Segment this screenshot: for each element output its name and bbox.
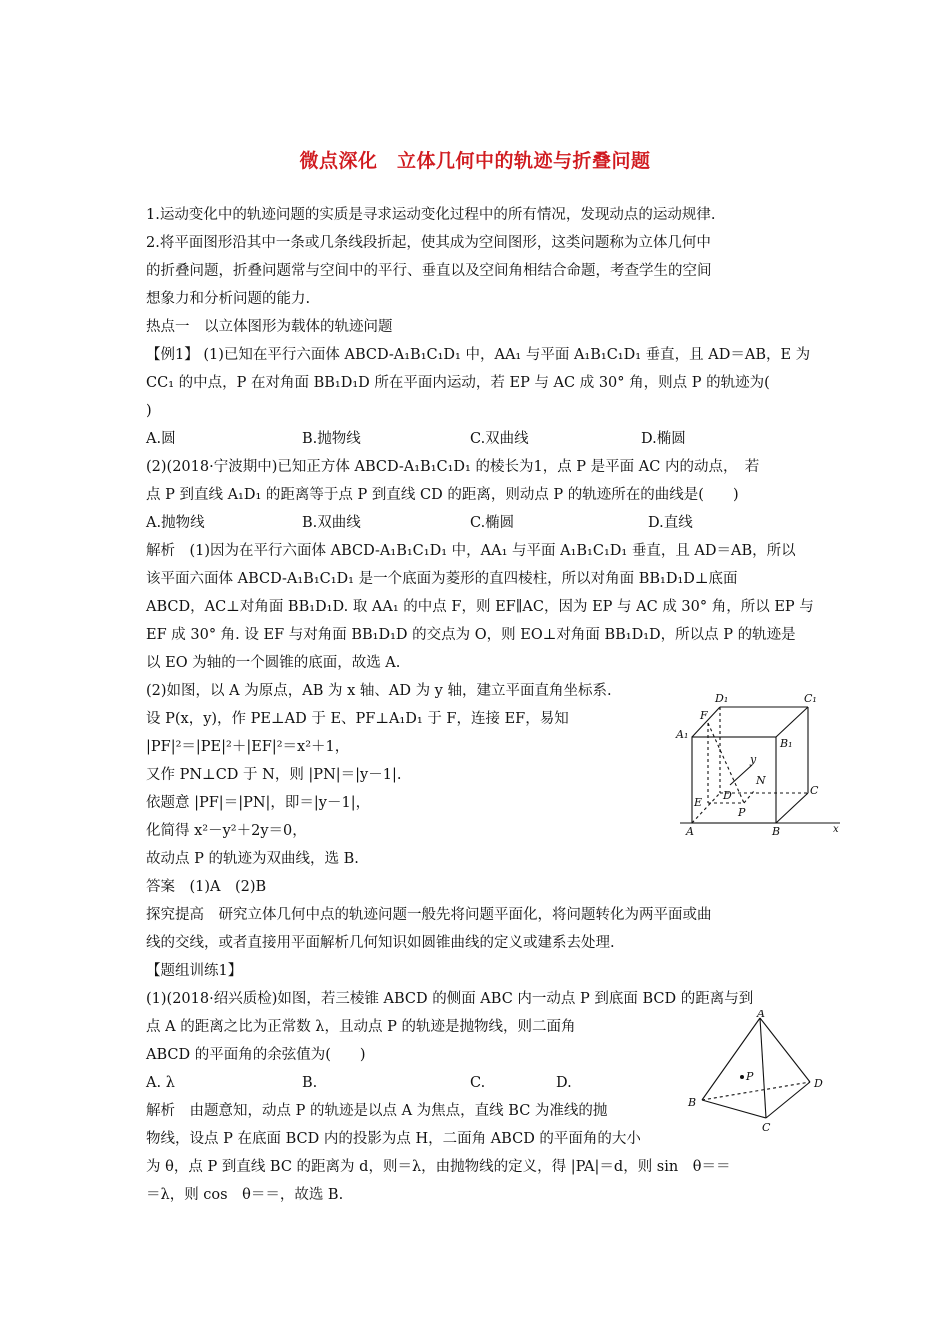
- q1-choice-c: C.双曲线: [470, 431, 529, 447]
- edge-b-c: [702, 1100, 766, 1118]
- edge-a-c: [760, 1018, 766, 1118]
- edge-b-d: [702, 1082, 810, 1100]
- label-p: P: [738, 806, 746, 819]
- intro-line-3: 的折叠问题，折叠问题常与空间中的平行、垂直以及空间角相结合命题，考查学生的空间: [146, 263, 712, 279]
- label-x: x: [833, 824, 839, 835]
- explore-line-1: 探究提高 研究立体几何中点的轨迹问题一般先将问题平面化，将问题转化为两平面或曲: [146, 907, 712, 923]
- q2-choice-c: C.椭圆: [470, 515, 515, 531]
- point-p: [740, 1075, 744, 1079]
- edge-c-d: [766, 1082, 810, 1118]
- label-a: A: [686, 825, 694, 838]
- label-b1: B₁: [780, 737, 793, 750]
- practice-solution-line-4: ＝λ，则 cos θ＝＝，故选 B.: [146, 1187, 344, 1203]
- example1-line-3: ): [146, 403, 152, 419]
- q2-choice-b: B.双曲线: [302, 515, 361, 531]
- tetra-label-p: P: [746, 1070, 754, 1083]
- solution2-line-3: |PF|²＝|PE|²＋|EF|²＝x²＋1，: [146, 739, 350, 755]
- edge-b-c: [776, 793, 808, 823]
- example1-part2-line-2: 点 P 到直线 A₁D₁ 的距离等于点 P 到直线 CD 的距离，则动点 P 的轨迹所在的曲线是( ): [146, 487, 739, 503]
- tetrahedron-figure: [680, 1010, 830, 1135]
- intro-line-4: 想象力和分析问题的能力.: [146, 291, 311, 307]
- solution2-line-1: (2)如图，以 A 为原点，AB 为 x 轴、AD 为 y 轴，建立平面直角坐标系.: [146, 683, 612, 699]
- answer-line: 答案 (1)A (2)B: [146, 879, 267, 895]
- q1-choice-b: B.抛物线: [302, 431, 361, 447]
- p-choice-c: C.: [470, 1075, 486, 1091]
- solution1-line-2: 该平面六面体 ABCD-A₁B₁C₁D₁ 是一个底面为菱形的直四棱柱，所以对角面 BB₁D₁D⊥底面: [146, 571, 738, 587]
- page-title: 微点深化 立体几何中的轨迹与折叠问题: [299, 150, 651, 172]
- solution2-line-7: 故动点 P 的轨迹为双曲线，选 B.: [146, 851, 359, 867]
- solution2-line-5: 依题意 |PF|＝|PN|，即＝|y－1|，: [146, 795, 371, 811]
- label-c: C: [810, 784, 819, 797]
- solution2-line-6: 化简得 x²－y²＋2y＝0，: [146, 823, 307, 839]
- example1-line-2: CC₁ 的中点，P 在对角面 BB₁D₁D 所在平面内运动，若 EP 与 AC 成 30° 角，则点 P 的轨迹为(: [146, 375, 770, 391]
- p-choice-a: A. λ: [146, 1075, 175, 1091]
- label-d1: D₁: [715, 692, 729, 705]
- example1-part2-line-1: (2)(2018·宁波期中)已知正方体 ABCD-A₁B₁C₁D₁ 的棱长为1，点 P 是平面 AC 内的动点， 若: [146, 459, 760, 475]
- practice1-line-2: 点 A 的距离之比为正常数 λ，且动点 P 的轨迹是抛物线，则二面角: [146, 1019, 576, 1035]
- q2-choice-a: A.抛物线: [146, 515, 205, 531]
- tetra-label-d: D: [814, 1077, 823, 1090]
- practice-solution-line-2: 物线，设点 P 在底面 BCD 内的投影为点 H，二面角 ABCD 的平面角的大小: [146, 1131, 641, 1147]
- practice1-line-3: ABCD 的平面角的余弦值为( ): [146, 1047, 366, 1063]
- intro-line-1: 1.运动变化中的轨迹问题的实质是寻求运动变化过程中的所有情况，发现动点的运动规律.: [146, 207, 716, 223]
- q1-choice-a: A.圆: [146, 431, 176, 447]
- p-choice-d: D.: [556, 1075, 572, 1091]
- solution1-line-5: 以 EO 为轴的一个圆锥的底面，故选 A.: [146, 655, 401, 671]
- solution1-line-1: 解析 (1)因为在平行六面体 ABCD-A₁B₁C₁D₁ 中，AA₁ 与平面 A₁B₁C₁D₁ 垂直，且 AD＝AB，所以: [146, 543, 796, 559]
- label-b: B: [772, 825, 781, 838]
- practice1-line-1: (1)(2018·绍兴质检)如图，若三棱锥 ABCD 的侧面 ABC 内一动点 P 到底面 BCD 的距离与到: [146, 991, 754, 1007]
- hotspot-heading: 热点一 以立体图形为载体的轨迹问题: [146, 319, 393, 335]
- solution2-line-2: 设 P(x，y)，作 PE⊥AD 于 E、PF⊥A₁D₁ 于 F，连接 EF，易知: [146, 711, 569, 727]
- practice-solution-line-3: 为 θ，点 P 到直线 BC 的距离为 d，则＝λ，由抛物线的定义，得 |PA|＝d，则 sin θ＝＝: [146, 1159, 731, 1175]
- edge-a-d: [760, 1018, 810, 1082]
- practice-solution-line-1: 解析 由题意知，动点 P 的轨迹是以点 A 为焦点，直线 BC 为准线的抛: [146, 1103, 608, 1119]
- example1-line-1: 【例1】 (1)已知在平行六面体 ABCD-A₁B₁C₁D₁ 中，AA₁ 与平面 A₁B₁C₁D₁ 垂直，且 AD＝AB，E 为: [146, 347, 811, 363]
- q2-choice-d: D.直线: [648, 515, 693, 531]
- q1-choice-d: D.椭圆: [641, 431, 686, 447]
- tetra-label-a: A: [757, 1010, 765, 1020]
- practice-title: 【题组训练1】: [146, 963, 243, 979]
- tetra-label-b: B: [688, 1096, 697, 1109]
- p-choice-b: B.: [302, 1075, 318, 1091]
- label-n: N: [756, 774, 766, 787]
- label-c1: C₁: [804, 692, 817, 705]
- y-axis-arrow: [730, 765, 752, 785]
- solution1-line-3: ABCD，AC⊥对角面 BB₁D₁D. 取 AA₁ 的中点 F，则 EF∥AC，因为 EP 与 AC 成 30° 角，所以 EP 与: [146, 599, 814, 615]
- edge-a-b: [702, 1018, 760, 1100]
- solution1-line-4: EF 成 30° 角. 设 EF 与对角面 BB₁D₁D 的交点为 O，则 EO⊥对角面 BB₁D₁D，所以点 P 的轨迹是: [146, 627, 796, 643]
- label-e: E: [694, 796, 703, 809]
- label-f: F: [700, 709, 708, 722]
- label-d: D: [723, 789, 732, 802]
- explore-line-2: 线的交线，或者直接用平面解析几何知识如圆锥曲线的定义或建系去处理.: [146, 935, 615, 951]
- label-y: y: [750, 753, 757, 766]
- solution2-line-4: 又作 PN⊥CD 于 N，则 |PN|＝|y－1|.: [146, 767, 402, 783]
- intro-line-2: 2.将平面图形沿其中一条或几条线段折起，使其成为空间图形，这类问题称为立体几何中: [146, 235, 711, 251]
- tetra-label-c: C: [762, 1121, 771, 1134]
- edge-b1-c1: [776, 707, 808, 737]
- cube-figure: [670, 685, 845, 840]
- label-a1: A₁: [676, 728, 689, 741]
